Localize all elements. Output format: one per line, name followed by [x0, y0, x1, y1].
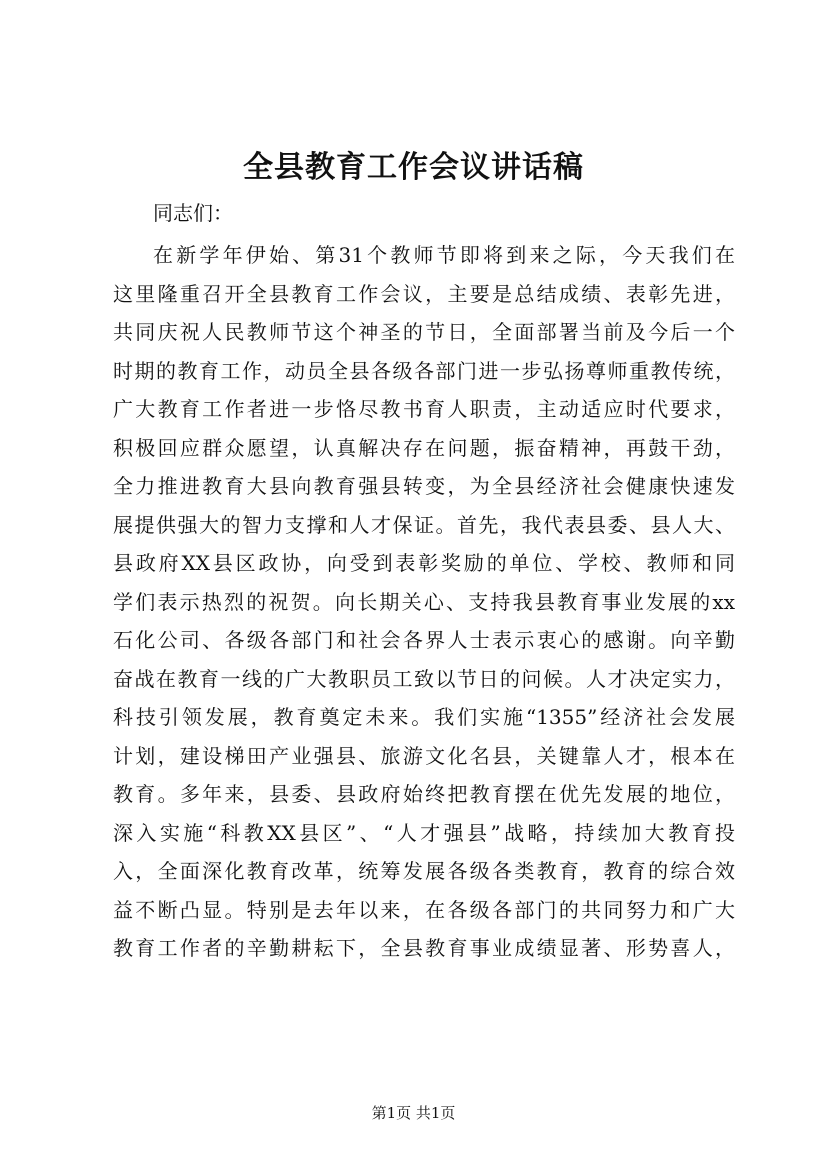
body-line: 在新学年伊始、第31个教师节即将到来之际，今天我们在	[153, 243, 735, 267]
body-line: 石化公司、各级各部门和社会各界人士表示衷心的感谢。向辛勤	[113, 628, 735, 652]
body-line: 益不断凸显。特别是去年以来，在各级各部门的共同努力和广大	[113, 897, 735, 922]
body-line: 共同庆祝人民教师节这个神圣的节日，全面部署当前及今后一个	[113, 320, 735, 344]
body-line: 深入实施“科教XX县区”、“人才强县”战略，持续加大教育投	[113, 820, 735, 845]
body-line: 广大教育工作者进一步恪尽教书育人职责，主动适应时代要求，	[113, 397, 735, 421]
salutation: 同志们：	[153, 201, 233, 225]
body-line: 全力推进教育大县向教育强县转变，为全县经济社会健康快速发	[113, 474, 735, 498]
body-line: 这里隆重召开全县教育工作会议，主要是总结成绩、表彰先进，	[113, 281, 735, 306]
body-line: 教育工作者的辛勤耕耘下，全县教育事业成绩显著、形势喜人，	[113, 936, 735, 960]
document-title: 全县教育工作会议讲话稿	[243, 150, 584, 185]
body-line: 科技引领发展，教育奠定未来。我们实施“1355”经济社会发展	[113, 705, 735, 729]
body-paragraph	[113, 236, 735, 968]
body-line: 县政府XX县区政协，向受到表彰奖励的单位、学校、教师和同	[113, 551, 735, 575]
body-line: 入，全面深化教育改革，统筹发展各级各类教育，教育的综合效	[113, 859, 735, 883]
body-line: 奋战在教育一线的广大教职员工致以节日的问候。人才决定实力，	[113, 666, 735, 691]
page-number-footer: 第1页 共1页	[371, 1104, 456, 1122]
body-line: 学们表示热烈的祝贺。向长期关心、支持我县教育事业发展的xx	[113, 589, 735, 614]
body-line: 积极回应群众愿望，认真解决存在问题，振奋精神，再鼓干劲，	[113, 435, 735, 460]
body-line: 展提供强大的智力支撑和人才保证。首先，我代表县委、县人大、	[113, 512, 735, 537]
body-line: 教育。多年来，县委、县政府始终把教育摆在优先发展的地位，	[113, 782, 735, 806]
body-line: 计划，建设梯田产业强县、旅游文化名县，关键靠人才，根本在	[113, 743, 735, 768]
body-line: 时期的教育工作，动员全县各级各部门进一步弘扬尊师重教传统，	[113, 358, 735, 383]
